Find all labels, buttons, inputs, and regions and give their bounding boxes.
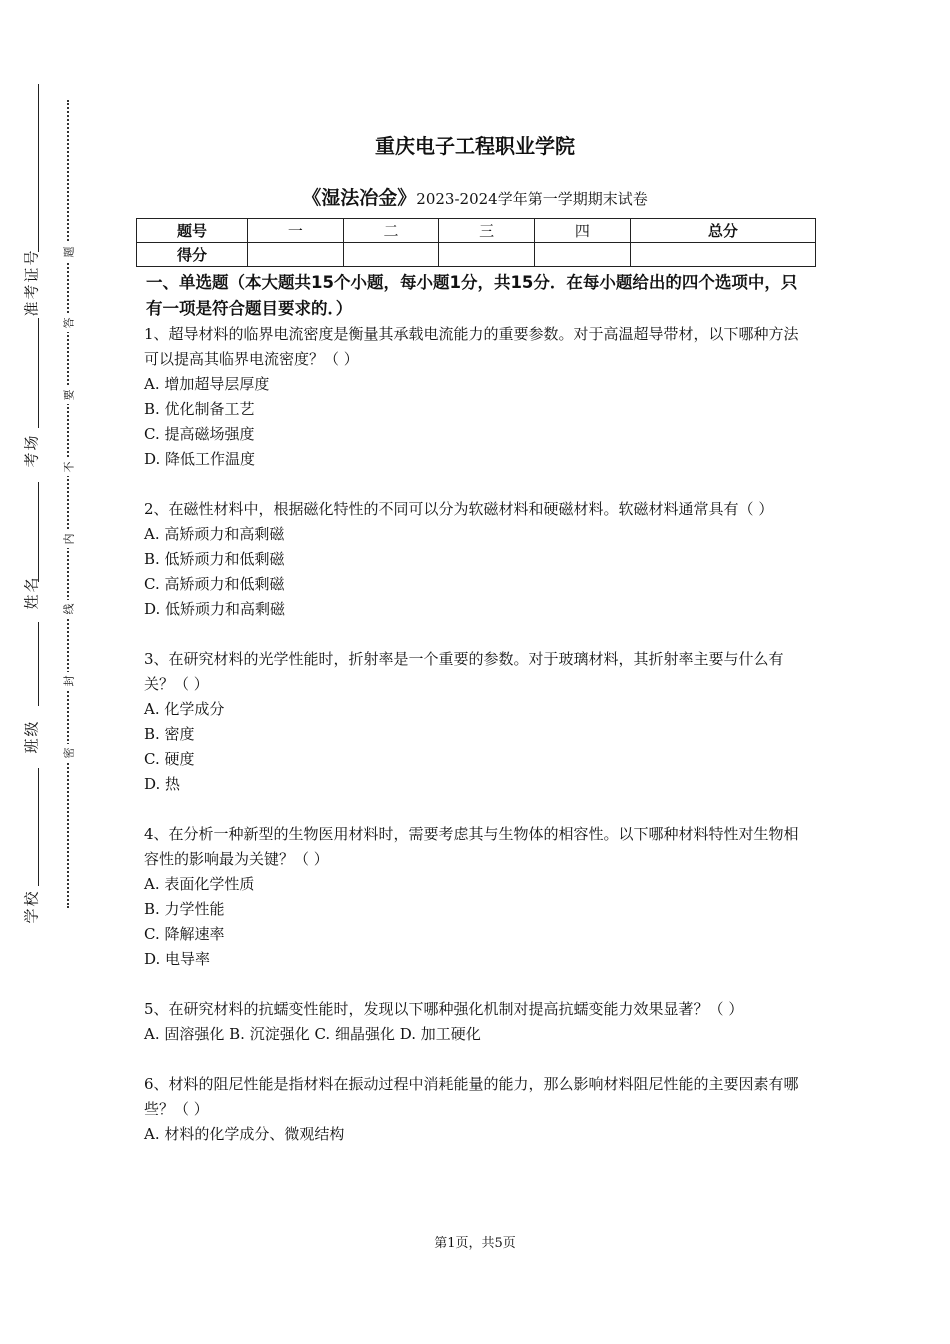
- option: A. 表面化学性质: [144, 875, 255, 893]
- score-table-header: 总分: [630, 219, 815, 243]
- seal-char: 答: [61, 314, 75, 332]
- class-label: 班级: [22, 718, 41, 754]
- score-cell[interactable]: [535, 243, 631, 267]
- seal-char: 内: [61, 530, 75, 548]
- score-table-header: 三: [439, 219, 535, 243]
- option: D. 降低工作温度: [144, 450, 256, 468]
- question-text: 3、在研究材料的光学性能时，折射率是一个重要的参数。对于玻璃材料，其折射率主要与什么有关？（ ）: [144, 650, 784, 693]
- score-cell[interactable]: [343, 243, 439, 267]
- school-title: 重庆电子工程职业学院: [375, 134, 575, 158]
- option: C. 降解速率: [144, 925, 225, 943]
- binding-line: [38, 768, 39, 886]
- question: [144, 497, 812, 622]
- option: A. 材料的化学成分、微观结构: [144, 1125, 345, 1143]
- score-cell[interactable]: [630, 243, 815, 267]
- option: B. 低矫顽力和低剩磁: [144, 550, 285, 568]
- option: B. 优化制备工艺: [144, 400, 255, 418]
- score-row-label: 得分: [137, 243, 248, 267]
- question: [144, 1072, 812, 1147]
- school-label: 学校: [22, 888, 41, 924]
- question-text: 6、材料的阻尼性能是指材料在振动过程中消耗能量的能力，那么影响材料阻尼性能的主要因素有哪些？（ ）: [144, 1075, 799, 1118]
- option: C. 提高磁场强度: [144, 425, 255, 443]
- option: C. 硬度: [144, 750, 195, 768]
- option: D. 电导率: [144, 950, 211, 968]
- score-table: [136, 218, 816, 267]
- seal-char: 线: [61, 600, 75, 618]
- option: A. 化学成分: [144, 700, 225, 718]
- option: C. 高矫顽力和低剩磁: [144, 575, 285, 593]
- option: D. 热: [144, 775, 181, 793]
- binding-line: [38, 84, 39, 252]
- score-table-header: 二: [343, 219, 439, 243]
- question-text: 5、在研究材料的抗蠕变性能时，发现以下哪种强化机制对提高抗蠕变能力效果显著？（ ）: [144, 1000, 744, 1018]
- score-cell[interactable]: [248, 243, 344, 267]
- option: A. 增加超导层厚度: [144, 375, 270, 393]
- section-title: 一、单选题（本大题共15个小题，每小题1分，共15分．在每小题给出的四个选项中，只有一项是符合题目要求的．）: [146, 273, 798, 318]
- score-table-score-row: [137, 243, 816, 267]
- name-label: 姓名: [22, 574, 41, 610]
- binding-line: [38, 318, 39, 428]
- option: A. 固溶强化 B. 沉淀强化 C. 细晶强化 D. 加工硬化: [144, 1025, 481, 1043]
- binding-line: [38, 622, 39, 706]
- question-text: 4、在分析一种新型的生物医用材料时，需要考虑其与生物体的相容性。以下哪种材料特性对生物相容性的影响最为关键？（ ）: [144, 825, 799, 868]
- option: B. 密度: [144, 725, 195, 743]
- score-table-header: 四: [535, 219, 631, 243]
- score-table-header-row: [137, 219, 816, 243]
- score-cell[interactable]: [439, 243, 535, 267]
- exam-number-label: 准考证号: [22, 247, 41, 317]
- question: [144, 997, 812, 1047]
- option: A. 高矫顽力和高剩磁: [144, 525, 285, 543]
- question-text: 2、在磁性材料中，根据磁化特性的不同可以分为软磁材料和硬磁材料。软磁材料通常具有（ ）: [144, 500, 774, 518]
- course-name: 《湿法冶金》: [302, 187, 417, 209]
- seal-char: 不: [61, 458, 75, 476]
- seal-dotted-line: [67, 100, 69, 908]
- exam-term: 2023-2024学年第一学期期末试卷: [416, 190, 648, 208]
- page-footer: 第1页，共5页: [434, 1236, 516, 1251]
- exam-subtitle: [0, 183, 950, 210]
- question: [144, 822, 812, 972]
- seal-char: 题: [61, 243, 75, 261]
- option: D. 低矫顽力和高剩磁: [144, 600, 286, 618]
- exam-content: [144, 270, 812, 1147]
- option: B. 力学性能: [144, 900, 225, 918]
- seal-char: 要: [61, 386, 75, 404]
- question: [144, 647, 812, 797]
- exam-room-label: 考场: [22, 432, 41, 468]
- question: [144, 322, 812, 472]
- question-text: 1、超导材料的临界电流密度是衡量其承载电流能力的重要参数。对于高温超导带材，以下哪种方法可以提高其临界电流密度？（ ）: [144, 325, 799, 368]
- seal-char: 密: [61, 744, 75, 762]
- score-table-header: 一: [248, 219, 344, 243]
- score-table-header: 题号: [137, 219, 248, 243]
- seal-char: 封: [61, 672, 75, 690]
